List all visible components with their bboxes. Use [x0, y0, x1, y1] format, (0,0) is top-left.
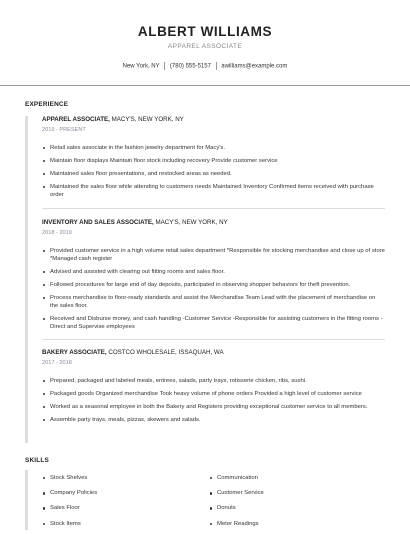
skill-item: Meter Readings [209, 520, 369, 528]
list-item: Received and Disburse money, and cash handling -Customer Service -Responsible for assisting customers in the fitting rooms -Direct and Supervise employees [42, 315, 385, 331]
skill-item: Customer Service [209, 489, 369, 497]
contact-line [0, 62, 410, 71]
header-divider [0, 85, 410, 86]
list-item: Prepared, packaged and labeled meals, entrees, salads, party trays, rotisserie chicken, ribs, sushi. [42, 377, 385, 385]
job-separator [42, 208, 385, 209]
skill-item: Company Policies [42, 489, 202, 497]
list-item: Followed procedures for large end of day deposits, participated in observing shopper behaviors for theft prevention. [42, 281, 385, 289]
job-role: INVENTORY AND SALES ASSOCIATE, [42, 219, 154, 226]
list-item: Advised and assisted with clearing out fitting rooms and sales floor. [42, 268, 385, 276]
job-separator [42, 339, 385, 340]
contact-divider [164, 62, 165, 70]
skills-column-left [42, 474, 202, 535]
job-title [42, 349, 385, 357]
job-bullets [42, 377, 385, 424]
job-dates: 2017 - 2018 [42, 360, 72, 366]
job-employer: COSTCO WHOLESALE, ISSAQUAH, WA [106, 349, 224, 356]
list-item: Provided customer service in a high volume retail sales department *Responsible for stocking merchandise and close up of store *Managed cash register [42, 247, 385, 263]
skills-column-right [209, 474, 369, 535]
job-entry [42, 349, 385, 424]
job-title [42, 219, 385, 227]
list-item: Maintain floor displays Maintain floor stock including recovery Provide customer service [42, 157, 385, 165]
candidate-name: ALBERT WILLIAMS [137, 24, 273, 39]
job-entry [42, 219, 385, 331]
resume-header [0, 0, 410, 71]
job-dates: 2018 - 2019 [42, 230, 72, 236]
job-employer: MACY'S, NEW YORK, NY [153, 219, 228, 226]
skill-item: Sales Floor [42, 504, 202, 512]
experience-timeline-bar [25, 116, 28, 443]
list-item: Process merchandise to floor-ready standards and assist the Merchandise Team Lead with the placement of merchandise on the sales floor. [42, 294, 385, 310]
skill-item: Stock Items [42, 520, 202, 528]
list-item: Packaged goods Organized merchandise Took heavy volume of phone orders Provided a high level of customer service [42, 390, 385, 398]
job-employer: MACY'S, NEW YORK, NY [109, 116, 184, 123]
skill-item: Stock Shelves [42, 474, 202, 482]
list-item: Assemble party trays, meals, pizzas, skewers and salads. [42, 416, 385, 424]
list-item: Maintained sales floor presentations, and restocked areas as needed. [42, 170, 385, 178]
job-bullets [42, 247, 385, 331]
job-role: APPAREL ASSOCIATE, [42, 116, 110, 123]
list-item: Worked as a seasonal employee in both the Bakery and Registers providing exceptional customer service to all members. [42, 403, 385, 411]
contact-divider [216, 62, 217, 70]
job-bullets [42, 144, 385, 199]
contact-phone: (780) 555-5157 [169, 63, 211, 70]
contact-location: New York, NY [122, 63, 160, 70]
skills-timeline-bar [25, 470, 28, 530]
experience-heading: EXPERIENCE [25, 101, 69, 108]
skill-item: Donuts [209, 504, 369, 512]
skills-heading: SKILLS [25, 457, 49, 464]
job-entry [42, 116, 385, 199]
job-title [42, 116, 385, 124]
job-role: BAKERY ASSOCIATE, [42, 349, 107, 356]
skill-item: Communication [209, 474, 369, 482]
candidate-title: APPAREL ASSOCIATE [167, 43, 243, 50]
list-item: Retail sales associate in the fashion jewelry department for Macy's. [42, 144, 385, 152]
list-item: Maintained the sales floor while attending to customers needs Maintained Inventory Confirmed items received with purchase order [42, 183, 385, 199]
job-dates: 2019 - PRESENT [42, 127, 86, 133]
contact-email: awilliams@example.com [221, 63, 288, 70]
